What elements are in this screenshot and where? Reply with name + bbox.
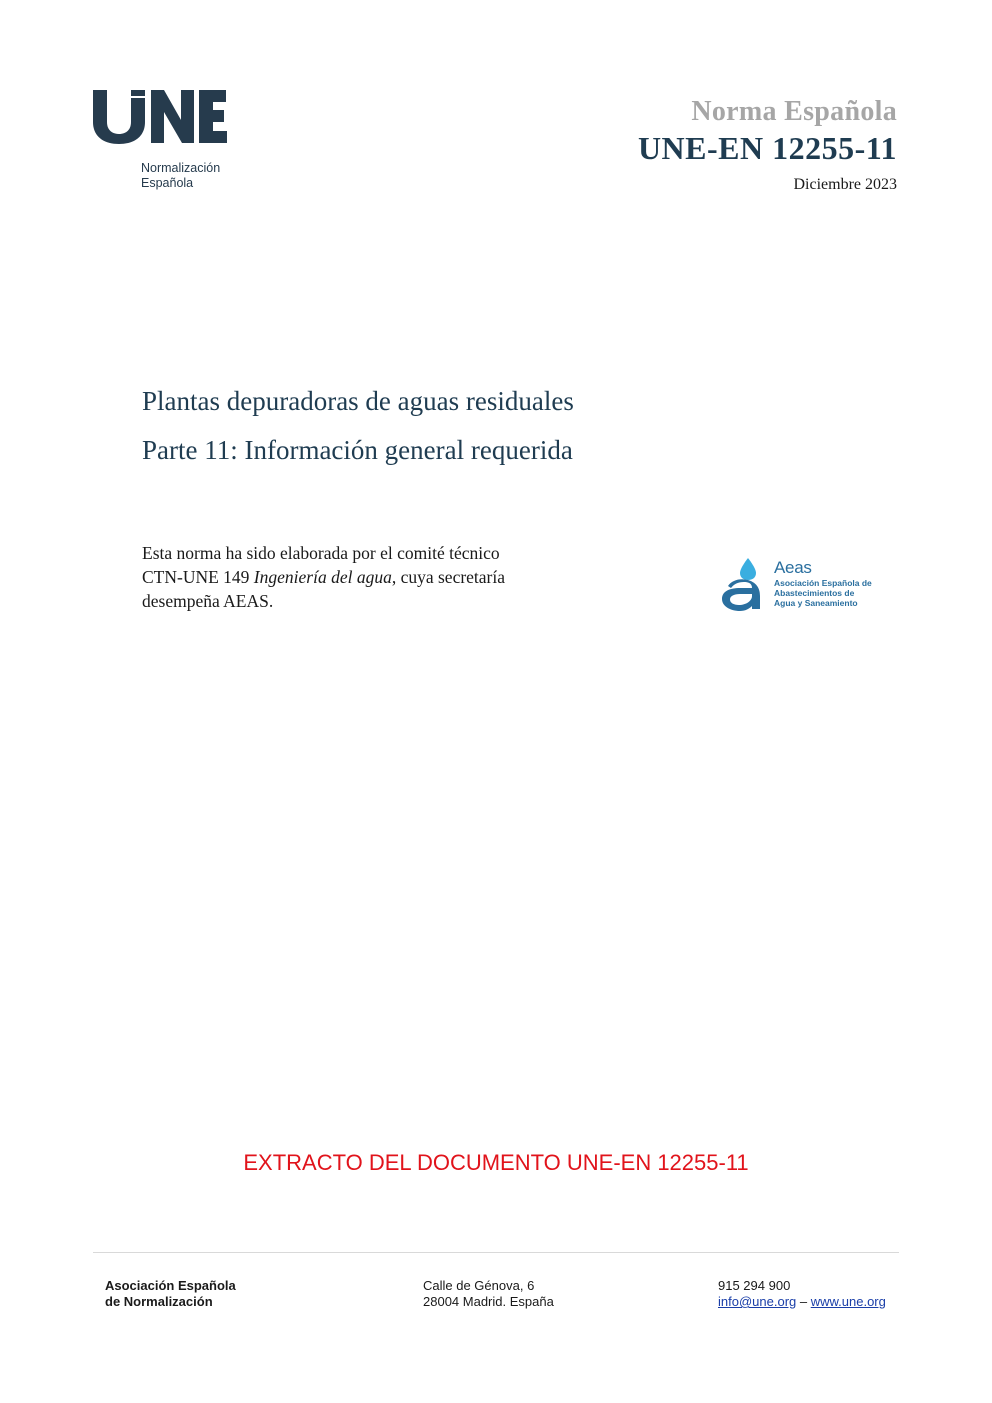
committee-name: Ingeniería del agua [253, 567, 392, 587]
aeas-desc-line2: Abastecimientos de [774, 588, 855, 598]
footer-org-line1: Asociación Española [105, 1278, 236, 1293]
aeas-name: Aeas [774, 558, 812, 577]
aeas-description [774, 578, 884, 608]
document-title: Plantas depuradoras de aguas residuales [142, 386, 574, 416]
une-logo-subtitle [141, 161, 220, 191]
footer-contact [718, 1278, 886, 1310]
aeas-logo-mark [718, 556, 774, 616]
aeas-desc-line3: Agua y Saneamiento [774, 598, 858, 608]
footer-links [718, 1294, 886, 1310]
norma-code: UNE-EN 12255-11 [637, 130, 897, 166]
publication-date: Diciembre 2023 [793, 176, 897, 193]
footer-phone: 915 294 900 [718, 1278, 791, 1293]
committee-text-c: , cuya secretaría [391, 567, 506, 587]
footer-address [423, 1278, 554, 1310]
norma-label: Norma Española [691, 96, 897, 127]
committee-text-b: CTN-UNE 149 [142, 567, 254, 587]
email-link[interactable]: info@une.org [718, 1294, 797, 1309]
committee-text-d: desempeña AEAS. [142, 591, 274, 611]
committee-text-a: Esta norma ha sido elaborada por el comité técnico [142, 543, 500, 563]
footer-org-line2: de Normalización [105, 1294, 213, 1309]
committee-statement [142, 541, 612, 613]
footer-organization [105, 1278, 236, 1310]
une-subtitle-line1: Normalización [141, 161, 221, 175]
une-subtitle-line2: Española [141, 176, 194, 190]
footer-divider [93, 1252, 899, 1253]
footer-link-separator: – [796, 1294, 811, 1309]
document-subtitle: Parte 11: Información general requerida [142, 435, 573, 465]
footer-address-line1: Calle de Génova, 6 [423, 1278, 535, 1293]
aeas-desc-line1: Asociación Española de [774, 578, 872, 588]
footer-address-line2: 28004 Madrid. España [423, 1294, 554, 1309]
extract-banner: EXTRACTO DEL DOCUMENTO UNE-EN 12255-11 [243, 1150, 749, 1175]
une-logo-mark [93, 88, 233, 148]
website-link[interactable]: www.une.org [810, 1294, 886, 1309]
